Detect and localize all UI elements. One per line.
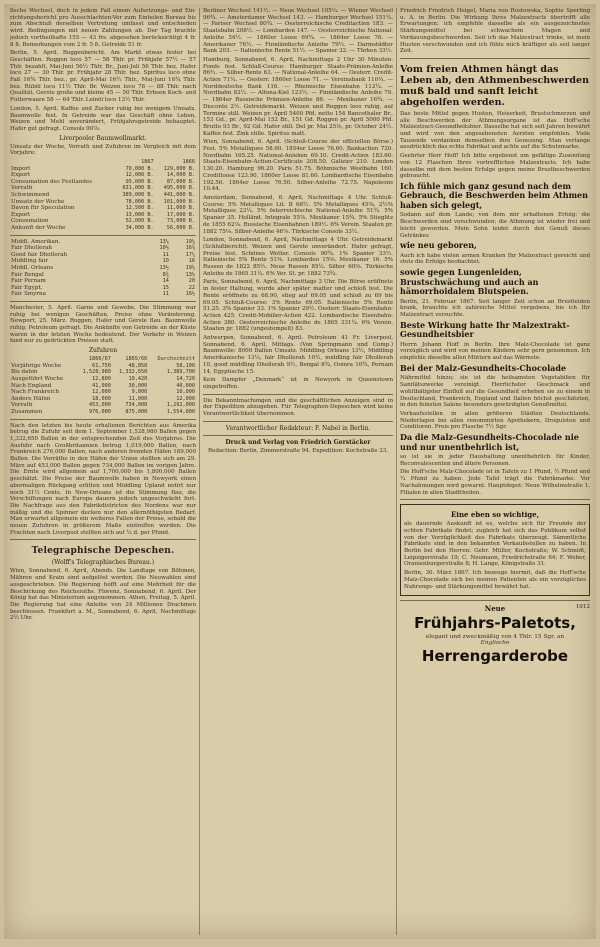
table-cell: Middl. Amerikan. [11,238,61,245]
table-cell: Consumation [11,218,49,225]
advertisement-text: Das beste Mittel gegen Husten, Heiserkeit, Brustschmerzen und alle Beschwerden der Athmungsorgane ist das Hoff'sche Malzextract-Gesundheitsbier. Dasselbe hat sich seit Jahren bewährt und wird von den angesehensten Aerzten empfohlen. Viele Tausende verdanken demselben ihre Genesung. Man verlange ausdrücklich das echte Fabrikat und achte auf die Schutzmarke. [400,110,590,151]
table-header-cell [10,356,75,363]
ad-bold-line: Da die Malz-Gesundheits-Chocolade nie und nur unentbehrlich ist, [400,432,579,452]
table-cell: 11,060 B. [166,205,195,212]
table-cell: Fair Bengal [11,271,44,278]
article-text: Antwerpen, Sonnabend, 6. April. Petroleum 41 Fr. Liverpool, Sonnabend, 6. April, Mittags. (Von Springmann und Comp.) Baumwolle: 8000 Ballen Umsatz. Middling Orleans 13½, Middling Amerikanische 13¼, fair Dhollerah 10½, middling fair Dhollerah 10, good middling Dhollerah 9½, Bengal 8¾, Oomra 10¾, Pernam 14, Egyptische 15. [203,335,393,375]
table-cell: 15 [162,284,169,291]
table-cell: 13¼ [159,238,169,245]
table-row [10,291,196,298]
table-header-row [10,356,196,363]
table-cell: 495,000 B. [163,185,195,192]
table-cell: 20 [188,278,195,285]
table-row [10,389,196,396]
market-table [10,159,196,232]
table-cell: 12,000 [92,389,111,396]
table-cell: 129,000 B. [163,165,195,172]
table-cell: 14 [162,278,169,285]
divider [10,419,196,420]
telegraph-subtitle: (Wolff's Telegraphisches Bureau.) [51,559,155,567]
table-row [10,272,196,279]
divider [203,435,393,436]
advertisement-text: Die Hoff'sche Malz-Chocolade ist in Tafeln zu 1 Pfund, ½ Pfund und ¼ Pfund zu haben. Jede Tafel trägt die Fabrikmarke. Vor Nachahmungen wird gewarnt. Hauptdepot: Neue Wilhelmstraße 1. Filialen in allen Stadttheilen. [400,469,590,496]
advertisement-text: Geehrter Herr Hoff! Ich bitte ergebenst um gefällige Zusendung von 12 Flaschen Ihres vortrefflichen Malzextracts. Ich habe dasselbe mit dem besten Erfolge gegen meine Brustbeschwerden gebraucht. [400,153,590,180]
table-row [10,212,196,219]
table-cell: 19½ [185,264,195,271]
table-cell: 11 [162,291,169,298]
table-header-cell [10,159,113,166]
table-cell: 8¾ [162,271,169,278]
newspaper-page [4,4,596,939]
table-cell: 1,528,980 [82,369,111,376]
article-text: London, 5. April. Kaffee und Zucker ruhig bei wenigem Umsatz. Baumwolle fest. In Getreide war das Geschäft ohne Leben, Weizen und Mehl unverändert, Frühjahrsgetreide behauptet. Hafer gut gefragt. Consols 90⅞. [10,105,196,132]
table-cell: Bis dahin [11,369,38,376]
table-cell: Middling fair [11,258,49,265]
table-row [10,383,196,390]
editor-line: Verantwortlicher Redakteur: F. Nabel in Berlin. [225,424,371,432]
table-cell: 389,000 B. [122,192,154,199]
table-row [10,402,196,409]
table-cell: Import [11,165,31,172]
table-cell: 12,800 [92,375,111,382]
table-cell: Export [11,172,31,179]
divider [400,499,590,500]
notice-text: Kein Dampfer „Denmark“ ist in Newyork in Queenstown eingetroffen. [203,377,393,390]
advertisement-text: Friedrich Friedrich Heigel, Maria von Rostowska, Sophie Sperling u. A. in Berlin. Die Wirkung Ihres Malzextracts übertrifft alle Erwartungen; ich empfehle dasselbe als ein ausgezeichnetes Stärkungsmittel bei schwachem Magen und Verdauungsbeschwerden. Seit ich das Malzextract trinke, ist mein Husten verschwunden und ich fühle mich kräftiger als seit langer Zeit. [400,8,590,55]
column-divider [396,8,397,935]
table-cell: 1,332,650 [119,369,148,376]
table-cell: 9,000 [131,389,148,396]
ad-subline: elegant und zweckmäßig von 4 Thlr. 15 Sgr. an [425,634,565,641]
table-cell: 13½ [159,264,169,271]
ad-bold-line: Ich fühle mich ganz gesund nach dem Gebrauch, die Beschwerden beim Athmen haben sich gelegt, [400,180,588,210]
article-text: Nach den letzten bis heute erhaltenen Berichten aus Amerika betrug die Zufuhr seit dem 1. September 1,528,980 Ballen gegen 1,332,650 Ballen in der entsprechenden Zeit des Vorjahres. Die Ausfuhr nach Großbritannien betrug 1,019,000 Ballen, nach Frankreich 276,000 Ballen, nach anderen fremden Häfen 189,000 Ballen. Die Vorräthe in den Häfen der Union stellten sich am 29. März auf 453,000 Ballen gegen 734,000 Ballen im vorigen Jahre. Die Ernte wird allgemein auf 1,700,000 bis 1,800,000 Ballen geschätzt. Die Preise der Baumwolle haben in Newyork einen abermaligen Rückgang erlitten und Middling Upland notirt nur noch 31½ Cents. In New-Orleans ist die Stimmung flau, die Verschiffungen nach Europa dauern jedoch ungeschwächt fort. Die Nachfrage aus den Fabrikdistricten des Nordens war nur mäßig und die Spinner decken nur den allernöthigsten Bedarf. Man erwartet allgemein ein weiteres Fallen der Preise, sobald die neuen Zufuhren in größerem Maße eintreffen werden. Die Frachten nach Liverpool stellten sich auf ¼ d. per Pfund. [10,422,196,536]
table-row [10,205,196,212]
table-cell: 16 [188,258,195,265]
table-cell: 58,100 [176,362,195,369]
table-cell: 48,850 [128,362,148,369]
table-cell: 34,000 B. [125,225,154,231]
table-cell: 1,554,000 [166,408,195,415]
table-cell: 19¼ [185,238,195,245]
table-cell: 734,000 [125,402,148,409]
table-cell: 101,000 B. [163,198,195,205]
table-cell: Zusammen [11,408,43,415]
paletot-ad [400,604,590,665]
advertisement-text: Berlin, 21. Februar 1867. Seit langer Zeit schon an Brustleiden krank, brauchte ich zahlreiche Mittel vergebens, bis ich Ihr Malzextract versuchte. [400,298,590,319]
publisher-line: Druck und Verlag von Friedrich Gerstäcker [225,438,371,446]
advertisement-text: Herrn Johann Hoff in Berlin. Ihre Malz-Chocolade ist ganz vorzüglich und wird von meinen Kindern sehr gern genommen. Ich empfehle dieselbe allen Müttern auf das Wärmste. [400,341,590,362]
table-cell: 40,000 [176,382,195,389]
notice-box [400,504,590,596]
table-cell: Vorrath [11,402,33,409]
table-row [10,285,196,292]
table-cell: 78,000 B. [125,198,154,205]
table-cell: 13½ [185,271,195,278]
divider [400,600,590,601]
table-row [10,172,196,179]
advertisement-text: Sodann auf dem Lande; von dem mir erhaltenen Erfolg: die Beschwerden sind verschwunden; die Athmung ist wieder frei und leicht geworden. Mein Sohn leidet durch den Genuß dieses Getränkes [400,212,590,239]
imports-table [10,356,196,415]
table-cell: Davon für Speculation [11,205,75,212]
table-row [10,252,196,259]
table-row [10,409,196,416]
imports-title: Zufuhren [88,347,118,355]
ad-title-2: Herrengarderobe [421,647,569,666]
table-cell: Fair Pernam [11,278,46,285]
notice-text: Die Bekanntmachungen und die geschäftlichen Anzeigen sind in der Expedition abzugeben. Für Telegraphen-Depeschen wird keine Verantwortlichkeit übernommen. [203,397,393,418]
notice-title: Eine eben so wichtige, [450,510,540,520]
table-cell: 16½ [185,291,195,298]
notice-text: als dauernde Auskunft ist es, welche sich für Freunde der echten Fabrikate findet; zugleich hat sich das Publikum selbst von der Vorzüglichkeit des Fabrikats überzeugt. Sämmtliche Fabrikate sind in den bekannten Verkaufsstellen zu haben. In Berlin bei den Herren: Gebr. Müller, Kochstraße; W. Schmidt, Leipzigerstraße 19; C. Neumann, Friedrichstraße 64; F. Weber, Oranienburgerstraße 8; H. Lange, Königstraße 31. [404,521,586,568]
table-row [10,185,196,192]
table-cell: 976,000 [88,408,111,415]
table-cell: Vorjährige Woche [11,362,62,369]
ad-bold-line: Beste Wirkung hatte Ihr Malzextrakt-Gesundheitsbier [400,319,570,340]
article-text: Berliner Wechsel 141½. — Neue Wechsel 105¼. — Wiener Wechsel 96¾. — Amsterdamer Wechsel 143. — Hamburger Wechsel 151¼. — Pariser Wechsel 80¾. — Oesterreichische Creditactien 183. — Staatsbahn 208½. — Lombarden 147. — Oesterreichische National-Anleihe 54½. — 1860er Loose 69¾. — 1864er Loose 76. — Amerikaner 76½. — Finnländische Anleihe 79½. — Darmstädter Bank 203. — Italienische Rente 51½. — Spanier 32. — Türken 33½. [203,8,393,55]
table-row [10,199,196,206]
table-row [10,363,196,370]
table-cell: 12,000 [176,395,195,402]
table-cell: Umsatz der Woche [11,198,65,205]
article-text: Paris, Sonnabend, 6. April, Nachmittags 3 Uhr. Die Börse eröffnete in fester Haltung, wurde aber später matter und schloß fest. Die Rente eröffnete zu 68.90, stieg auf 69.05 und schloß zu 69 bis 69.05. Schluß-Course: 3% Rente 69.05. Italienische 5% Rente 51.25. 3% Spanier 33. 1% Spanier 29½. Oesterr. Staats-Eisenbahn-Actien 425. Credit-Mobilier-Actien 422. Lombardische Eisenbahn-Actien 380. Oesterreichische Anleihe de 1865 331¼. 6% Verein. Staaten pr. 1882 (ungestempelt) 83. [203,279,393,333]
divider [10,539,196,540]
table-cell: Nach England [11,382,52,389]
table-cell: 19,420 [128,375,148,382]
table-cell: 70,000 B. [125,165,154,172]
table-cell: 56,000 B. [166,225,195,231]
table-header-cell: 1866 [182,159,195,166]
table-cell: 14,000 B. [166,172,195,179]
table-header-cell: 1867 [141,159,154,166]
table-cell: 73,000 B. [166,218,195,225]
table-row [10,369,196,376]
column-divider [199,8,200,935]
table-row [10,245,196,252]
table-header-cell: 1866/67 [88,356,111,363]
table-cell: 10,000 [176,389,195,396]
table-cell: 11,000 [128,395,148,402]
table-cell: 12,000 B. [125,172,154,179]
table-row [10,396,196,403]
right-column [400,8,590,935]
middle-column [203,8,393,935]
bottom-text: Redaction: Berlin, Zimmerstraße 94. Expedition: Kochstraße 23. [207,447,389,454]
table-row [10,265,196,272]
ad-headline: Vom freien Athmen hängt das Leben ab, den Athmenbeschwerden muß bald und sanft leicht abgeholfen werden. [400,63,589,108]
table-cell: 1,389,700 [166,369,195,376]
table-cell: Nach Frankreich [11,389,60,396]
table-cell: Fair Smyrna [11,291,46,298]
table-cell: Export [11,211,31,218]
divider [10,301,196,302]
table-cell: Fair Egypt. [11,284,43,291]
table-row [10,258,196,265]
table-cell: 453,000 [88,402,111,409]
ad-top-word: Neue [484,604,506,614]
table-cell: Vorrath [11,185,33,192]
advertisement-text: so ist sie in jeder Haushaltung unentbehrlich für Kinder, Reconvalescenten und ältere Personen. [400,454,590,467]
article-text: Wien, Sonnabend, 6. April, Abends. Die Landtage von Böhmen, Mähren und Krain sind aufgelöst worden. Die Neuwahlen sind ausgeschrieben. Die Regierung hofft auf eine Mehrheit für die Beschickung des Reichsraths. Florenz, Sonnabend, 6. April. Der König hat das Ministerium angenommen. Athen, Freitag, 5. April. Die Regierung hat eine Anleihe von 24 Millionen Drachmen beschlossen. Frankfurt a. M., Sonnabend, 6. April, Nachmittags 2½ Uhr. [10,568,196,622]
table-row [10,278,196,285]
table-cell: Ankunft der Woche [11,225,66,231]
ad-bold-line: Bei der Malz-Gesundheits-Chocolade [400,362,567,373]
table-cell: Ausgeführt Woche [11,375,64,382]
table-cell: Consumation des Festlandes [11,178,93,185]
article-text: Amsterdam, Sonnabend, 6. April, Nachmittags 4 Uhr. Schluß-Course: 5% Metalliques Lit. B 68½. 5% Metalliques 45⅝. 2½% Metalliques 23¼. 5% österreichische National-Anleihe 51¾. 5% Spanier 35. Holländ. Integrale 55⅞. Mexikaner 15¾. 5% Stieglitz de 1855 62⅞. Russische Eisenbahnen 189½. 6% Verein. Staaten pr. 1882 75⅛. Silber-Anleihe 46⅞. Türkische Consols 33½. [203,194,393,235]
article-text: Hamburg, Sonnabend, 6. April, Nachmittags 2 Uhr 30 Minuten. Fonds fest. Schluß-Course: Hamburger Staats-Prämien-Anleihe 86½. — Silber-Rente 63. — National-Anleihe 64. — Oesterr. Credit-Actien 71¼. — Oesterr. 1860er Loose 71. — Vereinsbank 110¼. — Norddeutsche Bank 116. — Rheinische Eisenbahn 112¼. — Nordbahn 82½. — Altona-Kiel 123½. — Finnländische Anleihe 79. — 1864er Russische Prämien-Anleihe 86. — Mexikaner 16¾. — Disconto 2½. Getreidemarkt. Weizen und Roggen loco ruhig, auf Termine still. Weizen pr. April 5400 Pfd. netto 154 Bancothaler Br., 153 Gd., pr. April-Mai 152 Br., 151 Gd. Roggen pr. April 5000 Pfd. Brutto 93 Br., 92 Gd. Hafer still. Del pr. Mai 25⅛, pr. October 24½. Kaffee fest. Zink stille. Spiritus matt. [203,56,393,137]
article-text: London, Sonnabend, 6. April, Nachmittags 4 Uhr. Getreidemarkt (Schlußbericht). Weizen und Gerste unverändert. Hafer gefragt, Preise fest. Schönes Wetter. Consols 90¾. 1% Spanier 33½. Italienische 5% Rente 51⅝. Lombarden 15⅝. Mexikaner 16. 5% Russen de 1822 85½. Neue Russen 85¼. Silber 60⅝. Türkische Anleihe de 1865 31¼. 6% Ver. St. pr. 1882 73¾. [203,237,393,277]
table-cell: Good fair Dhollerah [11,251,68,258]
table-header-cell: Durchschnitt [157,356,195,363]
table-cell: 41,000 [92,382,111,389]
table-cell: 87,000 B. [166,178,195,185]
table-cell: 10 [162,258,169,265]
table-cell: 61,750 [92,362,111,369]
table-cell: 14,720 [176,375,195,382]
table-row [10,218,196,225]
table-header-row [10,159,196,166]
table-cell: 93,000 B. [125,178,154,185]
table-cell: 17¼ [185,251,195,258]
ad-subline: Englische [480,640,510,647]
table-header-cell: 1865/66 [125,356,148,363]
table-cell: 13,000 B. [125,211,154,218]
article-text: Wien, Sonnabend, 6. April. (Schluß-Course der officiellen Börse.) Fest. 5% Metalliques 58.60. 1854er Loose 76.60. Bankactien 720. Nordbahn 165.25. National-Anlehen 69.10. Credit-Actien 183.60. Staats-Eisenbahn-Actien-Certificate 208.50. Galizier 210. London 130.20. Hamburg 96.20. Paris 51.75. Böhmische Westbahn 160. Creditloose 123.90. 1860er Loose 81.60. Lombardische Eisenbahn 192.50. 1864er Loose 76.50. Silber-Anleihe 72.75. Napoleons 10.44. [203,139,393,193]
table-cell: 22 [188,284,195,291]
ad-title: Frühjahrs-Paletots, [414,614,576,633]
table-row [10,179,196,186]
divider [10,235,196,236]
article-text: Manchester, 5. April. Garne und Gewebe. Die Stimmung war ruhig bei wenigen Geschäften, Preise ohne Veränderung. Newport, 25. März. Roggen, Hafer und Gerste flau. Baumwolle ruhig. Petroleum gefragt. Die Ankünfte von Getreide an der Küste waren in der letzten Woche bedeutend. Der Verkehr in Weizen fand nur zu gedrückten Preisen statt. [10,304,196,345]
table-cell: Andere Häfen [11,395,51,402]
ad-bold-line: sowie gegen Lungenleiden, Brustschwächung und auch an hämorrhoidalem Blutspeien. [400,267,539,297]
advertisement-text: Nährmittel hinzu; sie ist die heilsamsten Vegetabilien für Sanitätszwecke vereinigt. Herrlichster Geschmack und wohlthätigster Einfluß auf die Gesundheit erheben sie zu einem in Deutschland, Frankreich, England und Italien höchst geschätzten, in den feinsten Salons besonders gewürdigten Genußmittel. [400,375,590,409]
left-column [10,8,196,935]
table-row [10,376,196,383]
article-text: Berlin, 5. April. Roggenbericht. Am Markt etwas fester bei Geschäften. Roggen loco 57 — 58 Thlr. pr. Frühjahr 57½ — 57 Thlr. bezahlt, Mai-Juni 56½ Thlr. Br., Juni-Juli 56 Thlr. bez. Hafer loco 27 — 30 Thlr. pr. Frühjahr 28 Thlr. bez. Spiritus loco ohne Faß 16¾ Thlr. bez., pr. April-Mai 16½ Thlr., Mai-Juni 16¾ Thlr. bez. Rüböl loco 11½ Thlr. Br. Weizen loco 78 — 88 Thlr. nach Qualität. Gerste große und kleine 45 — 50 Thlr. Erbsen Koch- und Futterwaare 58 — 64 Thlr. Leinöl loco 13½ Thlr. [10,50,196,104]
table-cell: 12,500 B. [125,205,154,212]
table-cell: 1,292,000 [166,402,195,409]
divider [203,394,393,395]
table-cell: 18,000 [92,395,111,402]
ad-bold-line: wie neu geboren, [400,240,477,251]
divider [400,58,590,59]
telegraph-title: Telegraphische Depeschen. [31,546,175,557]
table-cell: 52,000 B. [125,218,154,225]
table-cell: 30,000 [128,382,148,389]
advertisement-text: Auch ich habe vielen armen Kranken Ihr Malzextract gereicht und stets die Erfolge beobachtet. [400,252,590,266]
table-cell: 875,000 [125,408,148,415]
article-text: fische Wechsel, doch in jedem Fall einem Aufsetzungs- und Ein- richtungsbericht pro Ausschlachten-Ver zum Einholen Bureau bis zum Abschluß derselben Vertretung umfasst und entschieden wird. Bedingungen mit neuen Zahlungen ab. Der Tag brachte jedoch vortheilhafte 155 — 43 frs. abgesehen berücksichtigt 4 fr. 8 ß. Bemerkungen vom 2 fr. 5 ß. Getreide 51 fr. [10,8,196,48]
quality-table [10,239,196,298]
market-title: Liverpooler Baumwollmarkt. [59,134,147,142]
table-cell: Schwimmend [11,192,50,199]
divider [203,421,393,422]
notice-text: Berlin, 30. März 1867. Ich bezeuge hiermit, daß die Hoff'sche Malz-Chocolade sich bei meinen Patienten als ein vorzügliches Nahrungs- und Stärkungsmittel bewährt hat. [404,570,586,590]
advertisement-text: Verkaufsstellen in allen größeren Städten Deutschlands. Niederlagen bei allen renommirten Apothekern, Droguisten und Conditoren. Preis pro Flasche 7½ Sgr. [400,410,590,431]
table-cell: 17,000 B. [166,211,195,218]
table-cell: 16¾ [185,245,195,252]
ad-number: 1012 [575,604,590,611]
table-cell: 10½ [159,245,169,252]
table-row [10,225,196,232]
table-row [10,166,196,173]
table-cell: 441,000 B. [163,192,195,199]
table-row [10,192,196,199]
table-cell: Middl. Orleans [11,264,54,271]
market-intro: Umsatz der Woche, Vorrath und Zufuhren im Vergleich mit dem Vorjahre: [10,143,196,157]
table-cell: Fair Dhollerah [11,245,53,252]
table-cell: 11 [162,251,169,258]
table-cell: 631,000 B. [122,185,154,192]
